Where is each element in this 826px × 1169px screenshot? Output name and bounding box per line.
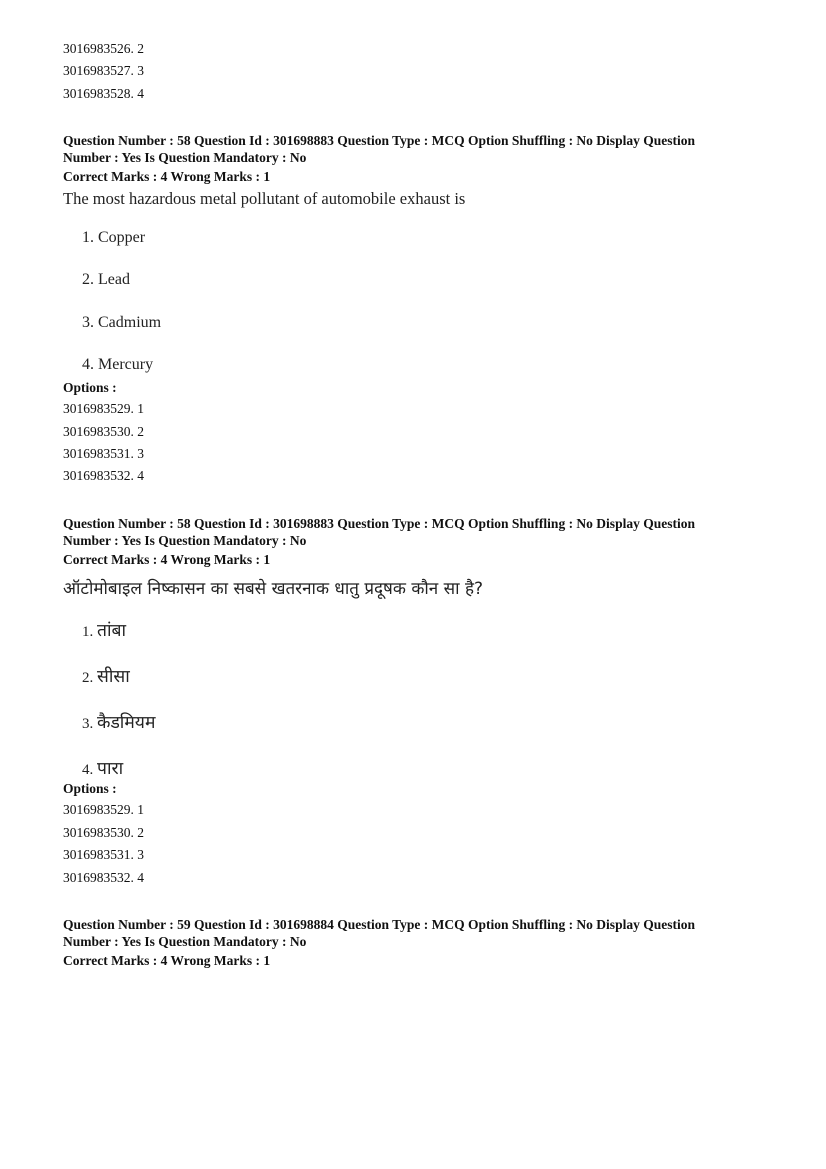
- choice-number: 2.: [82, 670, 94, 686]
- choice-number: 3.: [82, 716, 94, 732]
- options-label: Options :: [63, 781, 117, 796]
- option-id-line: 3016983529. 1: [63, 802, 144, 817]
- answer-choice: [82, 756, 123, 780]
- question-text: The most hazardous metal pollutant of automobile exhaust is: [63, 189, 466, 208]
- question-meta-line: Question Number : 59 Question Id : 301698884 Question Type : MCQ Option Shuffling : No Display Question: [63, 917, 695, 932]
- options-label: Options :: [63, 380, 117, 395]
- answer-choice: [82, 710, 155, 734]
- marks-line: Correct Marks : 4 Wrong Marks : 1: [63, 953, 271, 968]
- answer-choice: [82, 618, 126, 642]
- option-id-line: 3016983531. 3: [63, 847, 144, 862]
- answer-choice: [82, 664, 130, 688]
- question-meta: [63, 132, 783, 166]
- marks-line: Correct Marks : 4 Wrong Marks : 1: [63, 552, 271, 567]
- question-meta-line: Question Number : 58 Question Id : 301698883 Question Type : MCQ Option Shuffling : No Display Question: [63, 133, 695, 148]
- choice-text: तांबा: [97, 621, 127, 641]
- question-meta-line: Number : Yes Is Question Mandatory : No: [63, 934, 307, 949]
- answer-choice: 3. Cadmium: [82, 314, 162, 331]
- marks-line: Correct Marks : 4 Wrong Marks : 1: [63, 169, 271, 184]
- option-id-line: 3016983528. 4: [63, 86, 144, 101]
- answer-choice: 2. Lead: [82, 271, 130, 288]
- choice-text: पारा: [97, 759, 124, 779]
- question-meta-line: Number : Yes Is Question Mandatory : No: [63, 533, 307, 548]
- option-id-line: 3016983532. 4: [63, 870, 144, 885]
- choice-number: 4.: [82, 762, 94, 778]
- answer-choice: 1. Copper: [82, 229, 146, 246]
- option-id-line: 3016983532. 4: [63, 468, 144, 483]
- option-id-line: 3016983526. 2: [63, 41, 144, 56]
- option-id-line: 3016983531. 3: [63, 446, 144, 461]
- choice-text: कैडमियम: [97, 713, 156, 733]
- option-id-line: 3016983527. 3: [63, 63, 144, 78]
- option-id-line: 3016983530. 2: [63, 424, 144, 439]
- question-meta: [63, 916, 783, 950]
- option-id-line: 3016983530. 2: [63, 825, 144, 840]
- question-text-hindi: ऑटोमोबाइल निष्कासन का सबसे खतरनाक धातु प्रदूषक कौन सा है?: [63, 579, 483, 599]
- answer-choice: 4. Mercury: [82, 356, 154, 373]
- choice-text: सीसा: [97, 667, 130, 687]
- question-meta-line: Number : Yes Is Question Mandatory : No: [63, 150, 307, 165]
- question-meta-line: Question Number : 58 Question Id : 301698883 Question Type : MCQ Option Shuffling : No Display Question: [63, 516, 695, 531]
- question-meta: [63, 515, 783, 549]
- option-id-line: 3016983529. 1: [63, 401, 144, 416]
- choice-number: 1.: [82, 624, 94, 640]
